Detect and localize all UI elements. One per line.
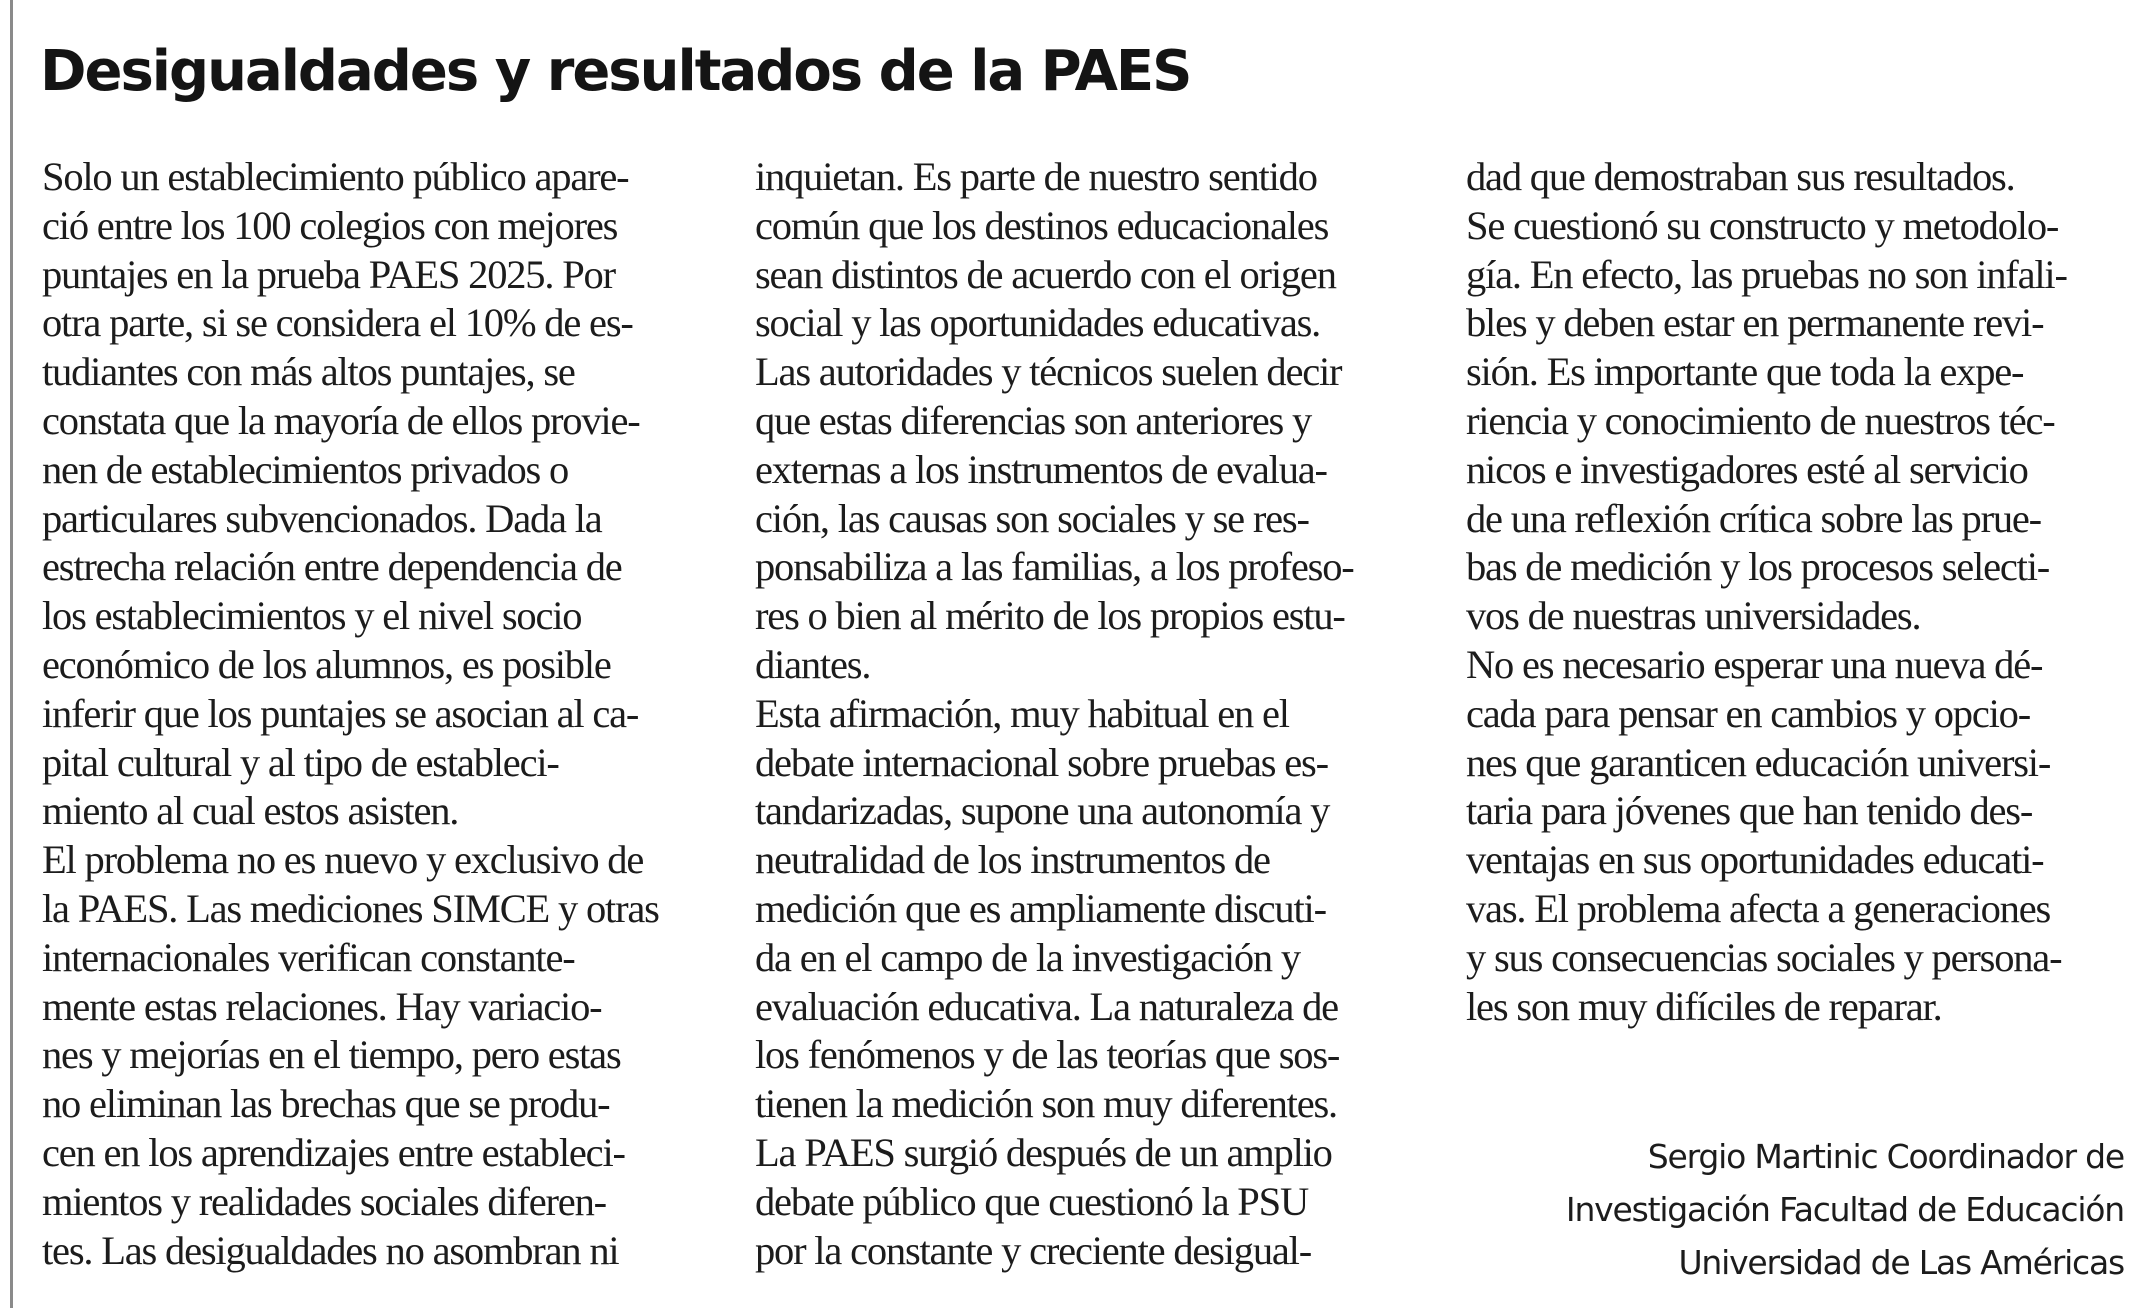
text-line: común que los destinos educacionales xyxy=(755,202,1329,248)
text-line: mente estas relaciones. Hay variacio- xyxy=(42,983,602,1029)
text-line: externas a los instrumentos de evalua- xyxy=(755,446,1327,492)
text-line: bles y deben estar en permanente revi- xyxy=(1466,300,2044,346)
byline-line: Sergio Martinic Coordinador de xyxy=(1647,1137,2124,1176)
text-line: Esta afirmación, muy habitual en el xyxy=(755,690,1289,736)
text-line: debate internacional sobre pruebas es- xyxy=(755,739,1328,785)
text-line: la PAES. Las mediciones SIMCE y otras xyxy=(42,885,659,931)
text-line: nes que garanticen educación universi- xyxy=(1466,739,2051,785)
text-line: tienen la medición son muy diferentes. xyxy=(755,1081,1337,1127)
text-line: mientos y realidades sociales diferen- xyxy=(42,1178,606,1224)
text-line: Se cuestionó su constructo y metodolo- xyxy=(1466,202,2059,248)
text-line: nes y mejorías en el tiempo, pero estas xyxy=(42,1032,621,1078)
text-line: riencia y conocimiento de nuestros téc- xyxy=(1466,397,2055,443)
text-line: cen en los aprendizajes entre estableci- xyxy=(42,1129,625,1175)
text-line: nicos e investigadores esté al servicio xyxy=(1466,446,2028,492)
article-title: Desigualdades y resultados de la PAES xyxy=(40,39,1191,104)
text-line: tes. Las desigualdades no asombran ni xyxy=(42,1227,619,1273)
text-line: vas. El problema afecta a generaciones xyxy=(1466,885,2051,931)
text-line: El problema no es nuevo y exclusivo de xyxy=(42,837,644,883)
text-line: diantes. xyxy=(755,641,871,687)
text-line: Las autoridades y técnicos suelen decir xyxy=(755,349,1342,395)
text-line: sean distintos de acuerdo con el origen xyxy=(755,251,1336,297)
text-line: de una reflexión crítica sobre las prue- xyxy=(1466,495,2041,541)
text-line: estrecha relación entre dependencia de xyxy=(42,544,622,590)
text-line: por la constante y creciente desigual- xyxy=(755,1227,1312,1273)
text-line: particulares subvencionados. Dada la xyxy=(42,495,602,541)
text-line: cada para pensar en cambios y opcio- xyxy=(1466,690,2031,736)
text-line: bas de medición y los procesos selecti- xyxy=(1466,544,2050,590)
text-line: nen de establecimientos privados o xyxy=(42,446,569,492)
article-column-1 xyxy=(42,153,742,1275)
text-line: ventajas en sus oportunidades educati- xyxy=(1466,837,2044,883)
text-line: inferir que los puntajes se asocian al ca- xyxy=(42,690,639,736)
text-line: dad que demostraban sus resultados. xyxy=(1466,154,2015,199)
author-byline xyxy=(1566,1130,2124,1289)
left-column-rule xyxy=(10,0,13,1308)
text-line: económico de los alumnos, es posible xyxy=(42,641,611,687)
text-line: vos de nuestras universidades. xyxy=(1466,593,1921,639)
text-line: gía. En efecto, las pruebas no son infali- xyxy=(1466,251,2067,297)
text-line: les son muy difíciles de reparar. xyxy=(1466,983,1942,1029)
text-line: La PAES surgió después de un amplio xyxy=(755,1129,1332,1175)
text-line: neutralidad de los instrumentos de xyxy=(755,837,1270,883)
text-line: internacionales verifican constante- xyxy=(42,934,575,980)
text-line: tandarizadas, supone una autonomía y xyxy=(755,788,1330,834)
text-line: constata que la mayoría de ellos provie- xyxy=(42,397,640,443)
text-line: debate público que cuestionó la PSU xyxy=(755,1178,1309,1224)
text-line: res o bien al mérito de los propios estu- xyxy=(755,593,1345,639)
text-line: ponsabiliza a las familias, a los profeso- xyxy=(755,544,1354,590)
text-line: medición que es ampliamente discuti- xyxy=(755,885,1326,931)
text-line: otra parte, si se considera el 10% de es- xyxy=(42,300,633,346)
text-line: y sus consecuencias sociales y persona- xyxy=(1466,934,2062,980)
text-line: pital cultural y al tipo de estableci- xyxy=(42,739,559,785)
text-line: miento al cual estos asisten. xyxy=(42,788,459,834)
text-line: No es necesario esperar una nueva dé- xyxy=(1466,641,2043,687)
text-line: ció entre los 100 colegios con mejores xyxy=(42,202,618,248)
text-line: los fenómenos y de las teorías que sos- xyxy=(755,1032,1340,1078)
text-line: taria para jóvenes que han tenido des- xyxy=(1466,788,2033,834)
text-line: ción, las causas son sociales y se res- xyxy=(755,495,1309,541)
text-line: evaluación educativa. La naturaleza de xyxy=(755,983,1338,1029)
text-line: social y las oportunidades educativas. xyxy=(755,300,1321,346)
text-line: Solo un establecimiento público apare- xyxy=(42,154,629,199)
article-column-2 xyxy=(755,153,1455,1275)
text-line: que estas diferencias son anteriores y xyxy=(755,397,1312,443)
text-line: los establecimientos y el nivel socio xyxy=(42,593,582,639)
text-line: sión. Es importante que toda la expe- xyxy=(1466,349,2024,395)
text-line: da en el campo de la investigación y xyxy=(755,934,1300,980)
byline-line: Investigación Facultad de Educación xyxy=(1565,1190,2124,1229)
text-line: tudiantes con más altos puntajes, se xyxy=(42,349,575,395)
article-column-3 xyxy=(1466,153,2156,1031)
text-line: inquietan. Es parte de nuestro sentido xyxy=(755,154,1317,199)
text-line: puntajes en la prueba PAES 2025. Por xyxy=(42,251,615,297)
text-line: no eliminan las brechas que se produ- xyxy=(42,1081,610,1127)
byline-line: Universidad de Las Américas xyxy=(1678,1243,2124,1282)
